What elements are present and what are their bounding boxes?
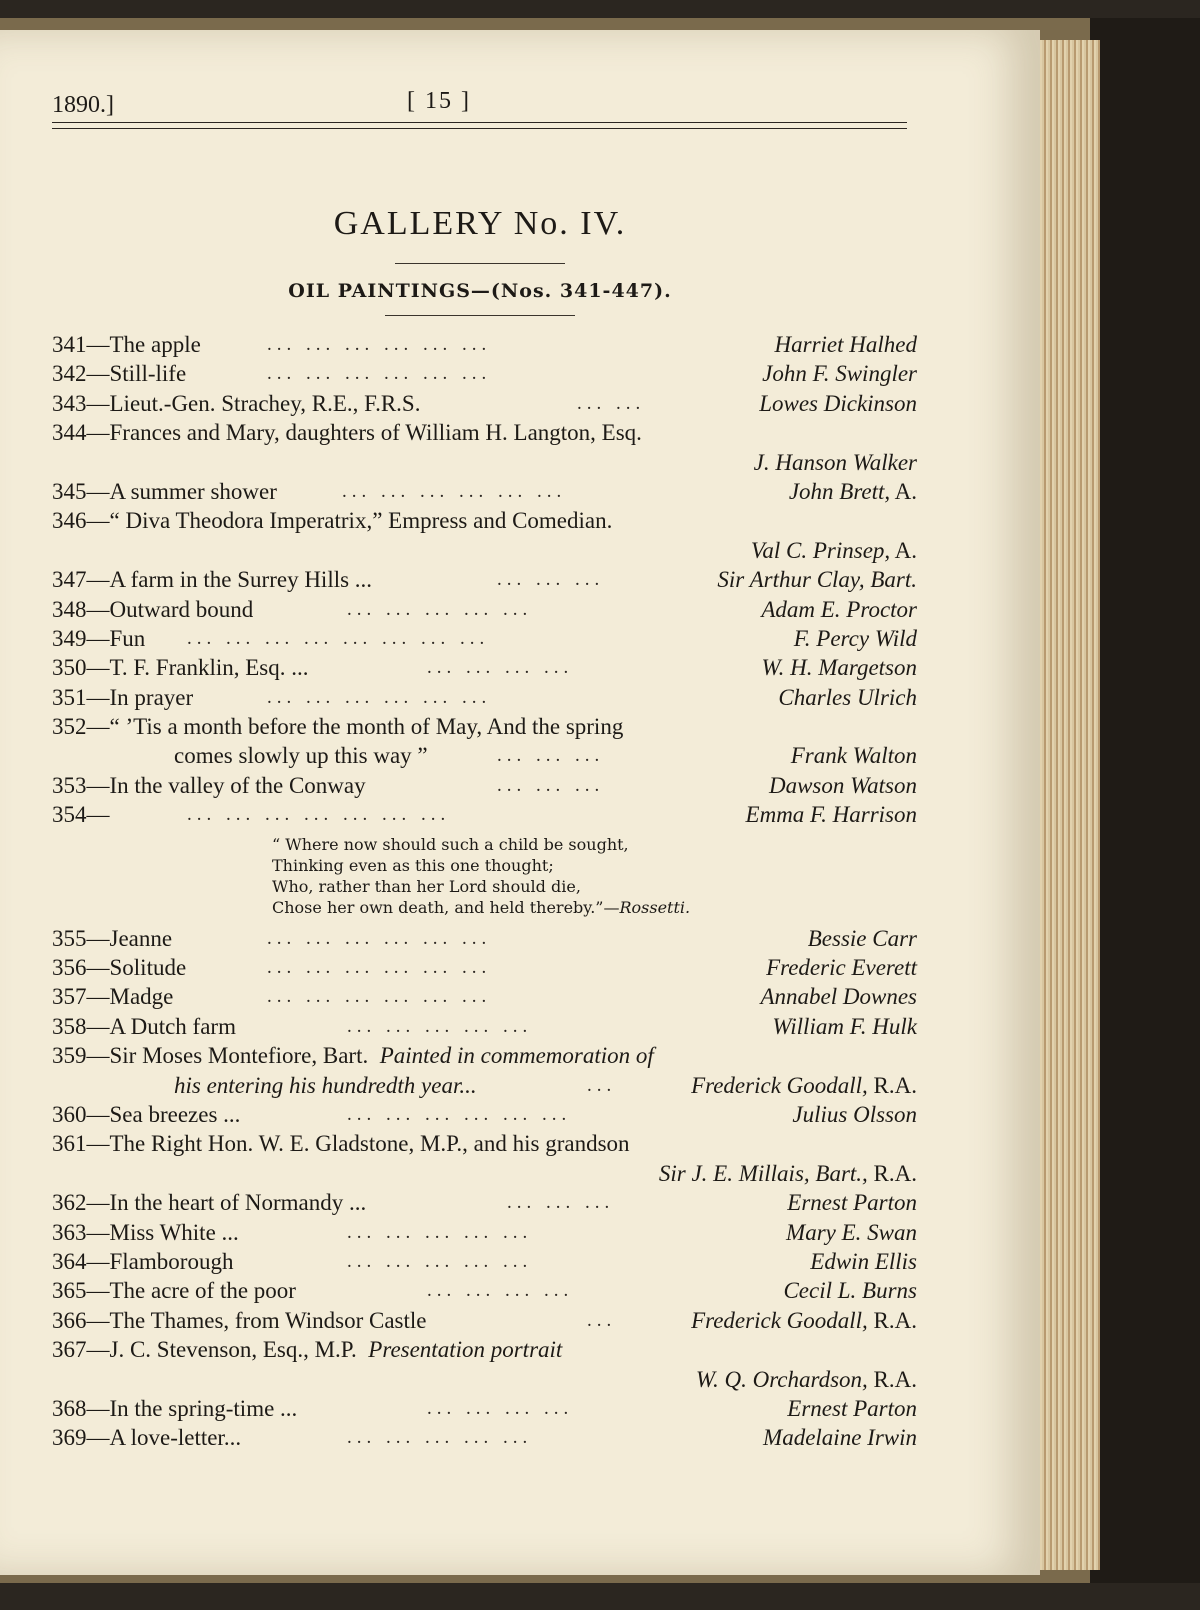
catalogue-entries [52,330,917,1453]
leader-dots: ... ... ... ... ... ... [347,1103,572,1125]
poem-line: Who, rather than her Lord should die, [272,876,581,896]
entry-357 [52,982,917,1011]
leader-dots: ... ... ... ... ... [347,1427,533,1449]
entry-artist: Sir Arthur Clay, Bart. [717,567,917,593]
entry-number: 365 [52,1278,87,1304]
entry-title: —A summer shower [86,478,277,504]
entry-artist: W. H. Margetson [761,655,917,681]
entry-number: 352 [52,714,87,740]
leader-dots: ... [587,1074,617,1096]
page-fore-edge [1030,40,1100,1570]
entry-title: —Still-life [86,361,187,387]
entry-artist: Frank Walton [790,743,917,769]
entry-artist: Frederick Goodall, R.A. [691,1072,917,1098]
entry-number: 341 [52,332,87,357]
entry-364 [52,1247,917,1276]
entry-356 [52,953,917,982]
entry-artist: Annabel Downes [760,984,917,1010]
entry-artist: Ernest Parton [787,1395,917,1421]
entry-362 [52,1188,917,1217]
entry-artist: Lowes Dickinson [759,390,917,416]
entry-title: —The apple [86,332,201,357]
entry-368 [52,1394,917,1423]
title-rule [395,263,565,264]
entry-number: 359 [52,1043,87,1069]
entry-artist: Madelaine Irwin [763,1425,917,1451]
leader-dots: ... [587,1309,617,1331]
entry-number: 358 [52,1013,87,1039]
entry-title: —In the heart of Normandy ... [86,1190,367,1216]
entry-title: —Fun [86,625,146,651]
entry-artist: Edwin Ellis [810,1248,917,1274]
entry-title: —A farm in the Surrey Hills ... [86,567,373,593]
entry-361 [52,1129,917,1158]
entry-artist: John F. Swingler [762,361,917,387]
leader-dots: ... ... ... [507,1192,615,1214]
entry-number: 349 [52,625,87,651]
entry-349 [52,624,917,653]
entry-number: 354 [52,802,87,828]
poem-line: “ Where now should such a child be sought, [272,834,629,854]
entry-345 [52,477,917,506]
entry-artist: Frederic Everett [766,955,917,981]
entry-title: —Flamborough [86,1248,234,1274]
poem-quotation [52,834,917,918]
running-head-year: 1890.] [52,92,114,118]
entry-346-artist-line [52,536,917,565]
entry-361-artist-line [52,1159,917,1188]
entry-title: —The acre of the poor [86,1278,296,1304]
leader-dots: ... ... ... [497,569,605,591]
entry-artist: Cecil L. Burns [783,1278,917,1304]
entry-number: 344 [52,420,87,446]
entry-title: —The Thames, from Windsor Castle [86,1307,427,1333]
entry-358 [52,1012,917,1041]
entry-359-continuation [52,1071,917,1100]
entry-363 [52,1218,917,1247]
leader-dots: ... ... ... ... ... ... ... ... [187,627,490,649]
entry-343 [52,389,917,418]
entry-number: 362 [52,1190,87,1216]
subtitle-rule [385,315,575,316]
entry-number: 363 [52,1219,87,1245]
page-number: [ 15 ] [407,88,471,114]
entry-artist: Emma F. Harrison [745,802,917,828]
leader-dots: ... ... ... ... [427,1280,574,1302]
entry-title: —Lieut.-Gen. Strachey, R.E., F.R.S. [86,390,421,416]
section-subtitle: OIL PAINTINGS—(Nos. 341-447). [288,280,672,302]
entry-title: —In the spring-time ... [86,1395,298,1421]
leader-dots: ... ... ... ... [427,1397,574,1419]
poem-line: Thinking even as this one thought; [272,855,554,875]
entry-number: 348 [52,596,87,622]
entry-number: 364 [52,1248,87,1274]
entry-title: —A Dutch farm [86,1013,236,1039]
entry-title: —Sea breezes ... [86,1101,241,1127]
entry-title: —“ ’Tis a month before the month of May, And the spring [86,714,624,740]
entry-341 [52,330,917,359]
entry-number: 343 [52,390,87,416]
entry-artist: Bessie Carr [807,925,917,951]
leader-dots: ... ... ... ... ... ... [267,363,492,385]
entry-number: 357 [52,984,87,1010]
poem-line: Chose her own death, and held thereby.”—Rossetti. [272,897,691,917]
entry-title-continuation: comes slowly up this way ” [174,743,428,769]
leader-dots: ... ... ... ... ... [347,1221,533,1243]
leader-dots: ... ... ... ... ... [347,1015,533,1037]
leader-dots: ... ... ... ... ... ... [267,957,492,979]
entry-number: 346 [52,508,87,534]
entry-artist: Ernest Parton [787,1190,917,1216]
entry-number: 355 [52,925,87,951]
leader-dots: ... ... ... [497,774,605,796]
leader-dots: ... ... ... ... ... ... [342,480,567,502]
entry-title: —In prayer [86,684,194,710]
entry-355 [52,924,917,953]
leader-dots: ... ... ... ... ... [347,1250,533,1272]
leader-dots: ... ... [577,392,646,414]
running-head [52,88,907,124]
entry-365 [52,1276,917,1305]
entry-title: —“ Diva Theodora Imperatrix,” Empress and Comedian. [86,508,613,534]
entry-title: —Solitude [86,955,187,981]
gallery-title: GALLERY No. IV. [333,205,627,242]
entry-367 [52,1335,917,1364]
entry-artist: Frederick Goodall, R.A. [691,1307,917,1333]
entry-artist: J. Hanson Walker [753,449,917,475]
leader-dots: ... ... ... ... ... ... [267,686,492,708]
entry-title: —In the valley of the Conway [86,772,366,798]
entry-title: —Frances and Mary, daughters of William H. Langton, Esq. [86,420,642,446]
entry-title: —A love-letter... [86,1425,242,1451]
entry-title: —Jeanne [86,925,173,951]
entry-artist: Julius Olsson [792,1101,917,1127]
entry-number: 342 [52,361,87,387]
entry-346 [52,506,917,535]
entry-number: 368 [52,1395,87,1421]
entry-360 [52,1100,917,1129]
entry-347 [52,565,917,594]
entry-367-artist-line [52,1365,917,1394]
entry-artist: Val C. Prinsep, A. [750,537,917,563]
entry-number: 366 [52,1307,87,1333]
leader-dots: ... ... ... ... ... [347,598,533,620]
entry-342 [52,359,917,388]
entry-title: —The Right Hon. W. E. Gladstone, M.P., and his grandson [86,1131,630,1157]
entry-artist: W. Q. Orchardson, R.A. [695,1366,917,1392]
entry-number: 361 [52,1131,87,1157]
entry-title-italic: Presentation portrait [368,1337,563,1363]
entry-title: —T. F. Franklin, Esq. ... [86,655,309,681]
entry-title-italic: Painted in commemoration of [379,1043,654,1069]
entry-number: 351 [52,684,87,710]
entry-title-continuation: his entering his hundredth year... [174,1072,477,1098]
entry-352 [52,712,917,741]
entry-title: —Sir Moses Montefiore, Bart. [86,1043,369,1069]
leader-dots: ... ... ... ... ... ... [267,927,492,949]
entry-title: —Madge [86,984,174,1010]
entry-352-continuation [52,741,917,770]
entry-350 [52,653,917,682]
leader-dots: ... ... ... [497,745,605,767]
entry-artist: John Brett, A. [788,478,917,504]
entry-artist: William F. Hulk [772,1013,917,1039]
entry-artist: Charles Ulrich [778,684,917,710]
leader-dots: ... ... ... ... [427,657,574,679]
entry-title: —Outward bound [86,596,254,622]
leader-dots: ... ... ... ... ... ... [267,334,492,355]
entry-344-artist-line [52,448,917,477]
entry-369 [52,1423,917,1452]
entry-artist: Mary E. Swan [786,1219,917,1245]
leader-dots: ... ... ... ... ... ... [267,986,492,1008]
entry-artist: Sir J. E. Millais, Bart., R.A. [658,1160,917,1186]
entry-artist: Dawson Watson [768,772,917,798]
entry-number: 345 [52,478,87,504]
entry-number: 369 [52,1425,87,1451]
entry-number: 367 [52,1337,87,1363]
book-board [1090,18,1200,1583]
entry-353 [52,771,917,800]
entry-359 [52,1041,917,1070]
entry-number: 360 [52,1101,87,1127]
poem-source: Rossetti. [619,897,691,917]
header-rule [52,122,907,129]
entry-title: —J. C. Stevenson, Esq., M.P. [86,1337,357,1363]
entry-artist: F. Percy Wild [793,625,917,651]
entry-344 [52,418,917,447]
entry-number: 347 [52,567,87,593]
entry-artist: Adam E. Proctor [761,596,917,622]
entry-title: — [86,802,110,828]
entry-354 [52,800,917,829]
entry-351 [52,683,917,712]
entry-number: 350 [52,655,87,681]
leader-dots: ... ... ... ... ... ... ... [187,804,451,826]
entry-366 [52,1306,917,1335]
entry-348 [52,595,917,624]
entry-number: 353 [52,772,87,798]
entry-artist: Harriet Halhed [774,332,917,357]
entry-number: 356 [52,955,87,981]
entry-title: —Miss White ... [86,1219,239,1245]
